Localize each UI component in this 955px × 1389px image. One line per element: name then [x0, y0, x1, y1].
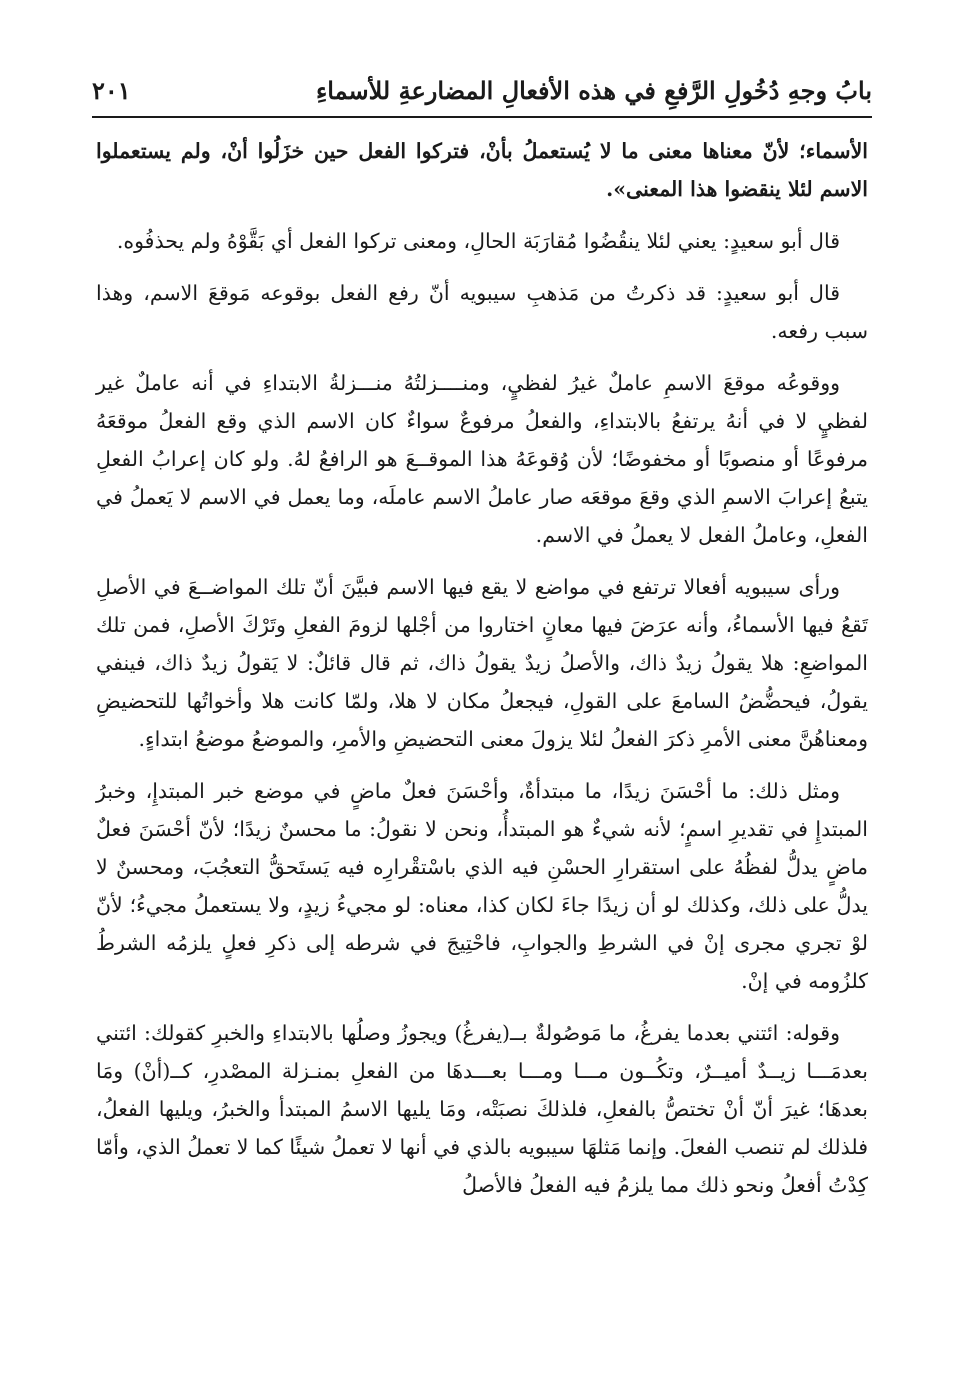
paragraph-commentary-6: وقوله: ائتني بعدما يفرغُ، ما مَوصُولةٌ بــ(يفرغُ) ويجوزُ وصلُها بالابتداءِ والخبرِ كقولك: ائتني بعدمَـــا زيــدٌ أميــرٌ، وتكُــون مـــا ومـــا بعـــدهَا من الفعلِ بمنـزلة المصْدرِ، كــ(أنْ) ومَا بعدهَا؛ غيرَ أنّ أنْ تختصُّ بالفعلِ، فلذلكَ نصبَتْه، ومَا يليها الاسمُ المبتدأ والخبرُ، ويليها الفعلُ، فلذلك لم تنصب الفعلَ. وإنما مَثلهَا سيبويه بالذي في أنها لا تعملُ شيئًا كما لا تعملُ الذي، وأمّا كِدْتُ أفعلُ ونحو ذلك مما يلزمُ فيه الفعلُ فالأصلُ [96, 1021, 868, 1197]
page-number: ٢٠١ [92, 76, 131, 105]
page-header [92, 66, 872, 118]
chapter-title: بابُ وجهِ دُخُولِ الرَّفعِ في هذه الأفعالِ المضارعةِ للأسماءِ [316, 76, 872, 105]
paragraph-quote-continuation: الأسماء؛ لأنّ معناها معنى ما لا يُستعملُ بأنْ، فتركوا الفعل حين خزَلُوا أنْ، ولم يستعملوا الاسم لئلا ينقضوا هذا المعنى». [96, 139, 868, 201]
paragraph-commentary-5: ومثل ذلك: ما أحْسَنَ زيدًا، ما مبتدأةٌ، وأحْسَنَ فعلٌ ماضٍ في موضع خبر المبتدإِ، وخبرُ المبتدإِ في تقديرِ اسمٍ؛ لأنه شيءٌ هو المبتدأُ، ونحن لا نقولُ: ما محسنٌ زيدًا؛ لأنّ أحْسَنَ فعلٌ ماضٍ يدلُّ لفظُهُ على استقرارِ الحسْنِ فيه الذي باسْتقْرارِه فيه يَستَحقُّ التعجُبَ، ومحسنٌ لا يدلُّ على ذلك، وكذلك لو أن زيدًا جاءَ لكان كذا، معناه: لو مجيءُ زيدٍ، ولا يستعملُ مجيءُ؛ لأنّ لوْ تجري مجرى إنْ في الشرطِ والجوابِ، فاحْتِيجَ في شرطه إلى ذكرِ فعلٍ يلزمُه الشرطُ كلزُومه في إنْ. [96, 779, 868, 993]
paragraph-commentary-4: ورأى سيبويه أفعالا ترتفع في مواضع لا يقع فيها الاسم فبيَّنَ أنّ تلك المواضــعَ في الأصلِ تَقعُ فيها الأسماءُ، وأنه عرَضَ فيها معانٍ اختاروا من أجْلها لزومَ الفعلِ وتَرْكَ الأصلِ، فمن تلك المواضعِ: هلا يقولُ زيدٌ ذاك، والأصلُ زيدٌ يقولُ ذاك، ثم قال قائلٌ: لا يَقولُ زيدٌ ذاك، فينفي يقولُ، فيحضُّضُ السامعَ على القولِ، فيجعلُ مكان لا هلا، ولمّا كانت هلا وأخواتُها للتحضيضِ ومعناهُنَّ معنى الأمرِ ذكرَ الفعلُ لئلا يزولَ معنى التحضيضِ والأمرِ، والموضعُ موضعُ ابتداءٍ. [96, 575, 868, 751]
paragraph-commentary-3: ووقوعُه موقعَ الاسمِ عاملٌ غيرُ لفظيٍ، ومنــــزلتُهُ منـــزلةُ الابتداءِ في أنه عاملٌ غير لفظيٍ لا في أنهُ يرتفعُ بالابتداءِ، والفعلُ مرفوعٌ سواءٌ كان الاسم الذي وقع الفعلُ موقعَهُ مرفوعًا أو منصوبًا أو مخفوضًا؛ لأن وُقوعَهُ هذا الموقــعَ هو الرافعُ لهُ. ولو كان إعرابُ الفعلِ يتبعُ إعرابَ الاسمِ الذي وقعَ موقعَه صار عاملُ الاسم عاملَه، وما يعمل في الاسم لا يَعملُ في الفعلِ، وعاملُ الفعل لا يعملُ في الاسم. [96, 371, 868, 547]
paragraph-commentary-1: قال أبو سعيدٍ: يعني لئلا ينقُضُوا مُقارَبَة الحالِ، ومعنى تركوا الفعل أي بَقَّوْهُ ولم يحذفُوه. [116, 229, 840, 253]
page-body [96, 132, 868, 1218]
paragraph-commentary-2: قال أبو سعيدٍ: قد ذكرتُ من مَذهبِ سيبويه أنّ رفع الفعل بوقوعه مَوقعَ الاسم، وهذا سبب رفعه. [96, 281, 868, 343]
